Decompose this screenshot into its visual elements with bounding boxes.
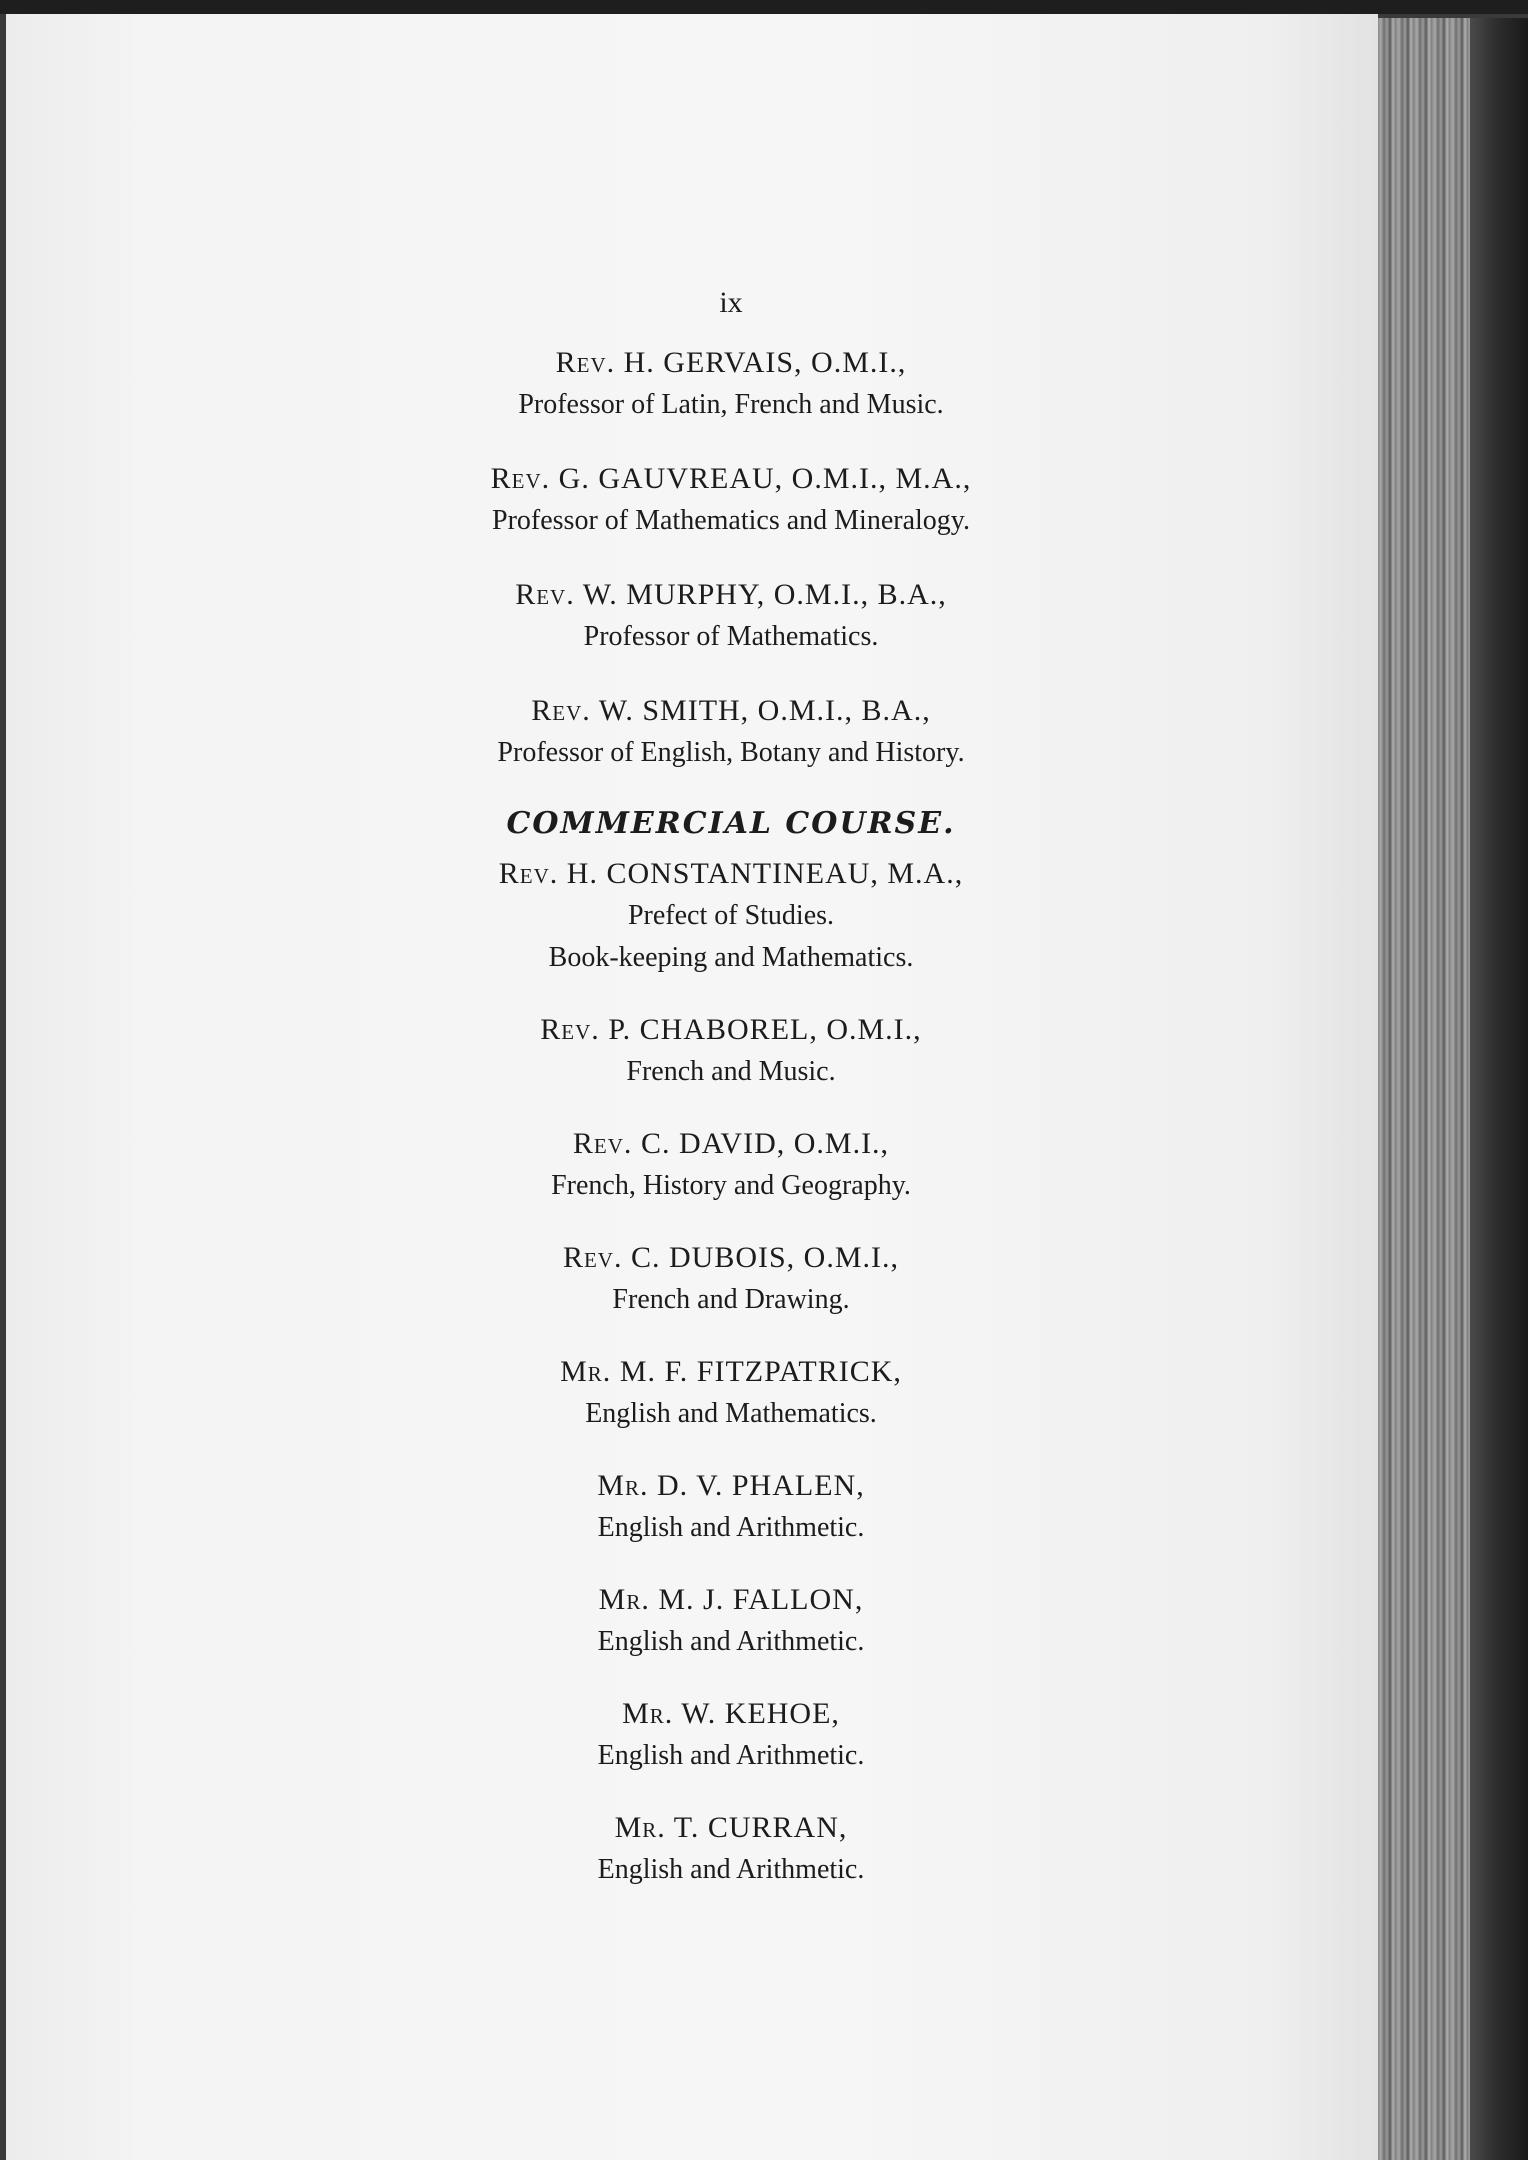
commercial-name-line [336,1009,1126,1051]
commercial-name: H. CONSTANTINEAU, M.A., [566,857,964,890]
commercial-name: M. J. FALLON, [658,1583,864,1616]
commercial-title: Rev. [562,1241,623,1274]
faculty-name: G. GAUVREAU, O.M.I., M.A., [558,462,972,495]
commercial-name-line [336,1465,1126,1507]
commercial-entry [336,1693,1126,1777]
page-content [336,286,1126,1921]
commercial-title: Mr. [560,1355,612,1388]
commercial-entry [336,1123,1126,1207]
commercial-title: Mr. [614,1811,666,1844]
faculty-name-line [336,690,1126,732]
commercial-role: English and Arithmetic. [597,1626,865,1657]
faculty-name: H. GERVAIS, O.M.I., [623,346,907,379]
commercial-entry [336,1009,1126,1093]
faculty-title: Rev. [531,694,591,727]
commercial-role: French, History and Geography. [551,1170,911,1201]
commercial-name-line [336,1237,1126,1279]
commercial-name: T. CURRAN, [673,1811,848,1844]
commercial-title: Mr. [622,1697,674,1730]
commercial-name: C. DUBOIS, O.M.I., [630,1241,900,1274]
commercial-title: Rev. [540,1013,600,1046]
commercial-name-line [336,1351,1126,1393]
commercial-entry [336,1579,1126,1663]
commercial-entry [336,1807,1126,1891]
commercial-entry [336,1465,1126,1549]
faculty-role: Professor of Latin, French and Music. [518,389,944,420]
commercial-name-line [336,1579,1126,1621]
commercial-name-line [336,1807,1126,1849]
commercial-role: English and Mathematics. [585,1398,877,1429]
faculty-entry [336,458,1126,542]
commercial-role: French and Music. [626,1056,836,1087]
faculty-title: Rev. [515,578,575,611]
commercial-role: Book-keeping and Mathematics. [548,942,914,973]
page-number: ix [719,286,743,319]
faculty-role: Professor of Mathematics. [583,621,879,652]
commercial-name: P. CHABOREL, O.M.I., [608,1013,922,1046]
faculty-name-line [336,574,1126,616]
faculty-role: Professor of Mathematics and Mineralogy. [492,505,970,536]
commercial-title: Mr. [598,1583,650,1616]
commercial-role: French and Drawing. [612,1284,850,1315]
commercial-course-heading: COMMERCIAL COURSE. [506,806,956,841]
commercial-role: English and Arithmetic. [597,1740,865,1771]
commercial-role: Prefect of Studies. [627,900,835,931]
commercial-list [336,853,1126,1891]
faculty-entry [336,690,1126,774]
faculty-role: Professor of English, Botany and History. [497,737,965,768]
commercial-entry [336,853,1126,979]
commercial-name-line [336,1693,1126,1735]
commercial-name: W. KEHOE, [681,1697,840,1730]
faculty-title: Rev. [555,346,616,379]
commercial-title: Rev. [498,857,559,890]
commercial-name-line [336,853,1126,895]
commercial-name-line [336,1123,1126,1165]
commercial-name: D. V. PHALEN, [656,1469,865,1502]
faculty-entry [336,574,1126,658]
commercial-name: C. DAVID, O.M.I., [640,1127,890,1160]
book-page [6,14,1378,2160]
commercial-role: English and Arithmetic. [597,1854,865,1885]
commercial-title: Rev. [572,1127,633,1160]
faculty-name-line [336,342,1126,384]
faculty-title: Rev. [490,462,551,495]
faculty-entry [336,342,1126,426]
commercial-title: Mr. [597,1469,649,1502]
faculty-name: W. SMITH, O.M.I., B.A., [598,694,931,727]
commercial-role: English and Arithmetic. [597,1512,865,1543]
faculty-name: W. MURPHY, O.M.I., B.A., [582,578,947,611]
commercial-entry [336,1351,1126,1435]
commercial-entry [336,1237,1126,1321]
faculty-name-line [336,458,1126,500]
faculty-list [336,342,1126,774]
commercial-name: M. F. FITZPATRICK, [619,1355,902,1388]
top-shadow [0,0,1528,14]
book-cover-edge [1470,18,1528,2160]
